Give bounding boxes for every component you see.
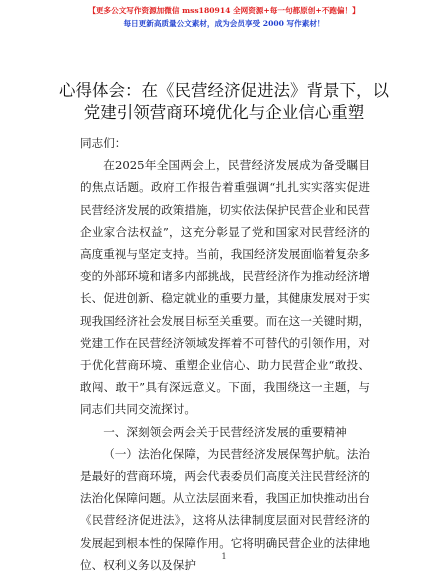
promo-line-2: 每日更新高质量公文素材，成为会员享受 2000 写作素材！ [123,19,325,28]
page-number: 1 [221,552,227,561]
salutation: 同志们： [80,136,127,150]
title-line-2: 党建引领营商环境优化与企业信心重塑 [83,103,365,122]
promo-banner [0,4,448,30]
document-title [40,80,408,124]
section-heading-1: 一、深刻领会两会关于民营经济发展的重要精神 [103,424,347,439]
promo-line-1: 【更多公文写作资源加微信 mss180914 全网资源+每一句都原创+不跑偏！】 [88,6,360,15]
paragraph-legal-guarantee: （一）法治化保障，为民营经济发展保驾护航。法治是最好的营商环境，两会代表委员们高度关注民营经济的法治化保障问题。从立法层面来看，我国正加快推动出台《民营经济促进法》，这将从法律制度层面对民营经济的发展起到根本性的保障作用。它将明确民营企业的法律地位、权利义务以及保护 [80,446,370,572]
paragraph-intro: 在2025年全国两会上，民营经济发展成为备受瞩目的焦点话题。政府工作报告着重强调“扎扎实实落实促进民营经济发展的政策措施，切实依法保护民营企业和民营企业家合法权益”，这充分彰显了党和国家对民营经济的高度重视与坚定支持。当前，我国经济发展面临着复杂多变的外部环境和诸多内部挑战，民营经济作为推动经济增长、促进创新、稳定就业的重要力量，其健康发展对于实现我国经济社会发展目标至关重要。而在这一关键时期，党建工作在民营经济领域发挥着不可替代的引领作用，对于优化营商环境、重塑企业信心、助力民营企业“敢投、敢闯、敢干”具有深远意义。下面，我围绕这一主题，与同志们共同交流探讨。 [80,158,370,417]
title-line-1: 心得体会：在《民营经济促进法》背景下，以 [59,81,389,100]
document-body [80,132,370,576]
